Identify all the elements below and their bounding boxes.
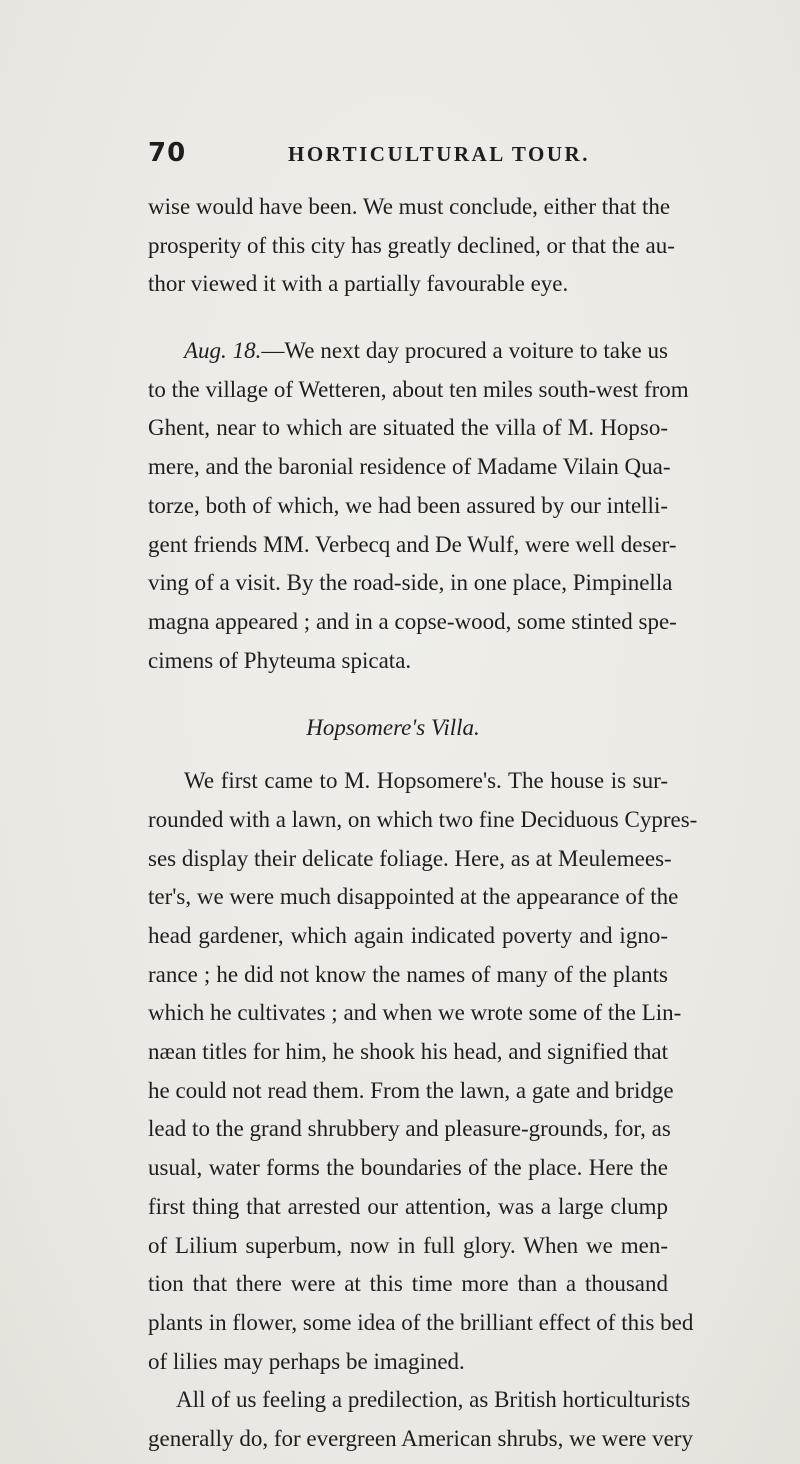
text-line: wise would have been. We must conclude, either that the [148,194,671,219]
text-line: of lilies may perhaps be imagined. [148,1348,465,1374]
section-title: Hopsomere's Villa. [306,715,480,741]
text-line: tion that there were at this time more than a thousand [148,1271,668,1297]
text-line: næan titles for him, he shook his head, and signified that [148,1039,668,1065]
text-line: All of us feeling a predilection, as British horticulturists [176,1387,691,1413]
date-label: Aug. 18. [184,338,262,364]
text-line: Ghent, near to which are situated the villa of M. Hopso- [148,415,668,441]
text-line: prosperity of this city has greatly declined, or that the au- [148,232,675,258]
text-line: gent friends MM. Verbecq and De Wulf, were well deser- [148,531,677,557]
text-line: ses display their delicate foliage. Here, as at Meulemees- [148,845,672,871]
text-line: mere, and the baronial residence of Madame Vilain Qua- [148,454,671,480]
text-line: torze, both of which, we had been assured by our intelli- [148,492,668,518]
text-line: generally do, for evergreen American shrubs, we were very [148,1425,693,1451]
text-line: ving of a visit. By the road-side, in one place, Pimpinella [148,570,673,596]
text-line: which he cultivates ; and when we wrote some of the Lin- [148,1000,682,1026]
text-line: rounded with a lawn, on which two fine Deciduous Cypres- [148,806,698,832]
paragraph-gap [148,748,668,762]
text-line: cimens of Phyteuma spicata. [148,647,412,673]
body-text [148,188,698,1459]
text-line: usual, water forms the boundaries of the place. Here the [148,1155,668,1181]
page-number: 70 [148,138,187,168]
text-fragment: —We next day procured a voiture to take us [261,338,668,364]
text-line: first thing that arrested our attention, was a large clump [148,1193,668,1219]
text-line: to the village of Wetteren, about ten miles south-west from [148,376,689,402]
text-line: magna appeared ; and in a copse-wood, some stinted spe- [148,608,677,634]
text-line: We first came to M. Hopsomere's. The house is sur- [184,768,668,794]
text-line [148,332,668,371]
running-head [148,138,668,174]
text-line: he could not read them. From the lawn, a gate and bridge [148,1077,674,1103]
running-title: HORTICULTURAL TOUR. [288,142,590,166]
text-line: thor viewed it with a partially favourable eye. [148,271,569,297]
paragraph-gap [148,680,668,708]
text-line: lead to the grand shrubbery and pleasure-grounds, for, as [148,1116,671,1142]
text-line: rance ; he did not know the names of many of the plants [148,961,668,987]
paragraph-gap [148,304,668,332]
text-line: head gardener, which again indicated poverty and igno- [148,923,668,948]
text-line: ter's, we were much disappointed at the appearance of the [148,884,679,910]
text-line: of Lilium superbum, now in full glory. When we men- [148,1232,668,1258]
text-line: plants in flower, some idea of the brilliant effect of this bed [148,1309,694,1335]
